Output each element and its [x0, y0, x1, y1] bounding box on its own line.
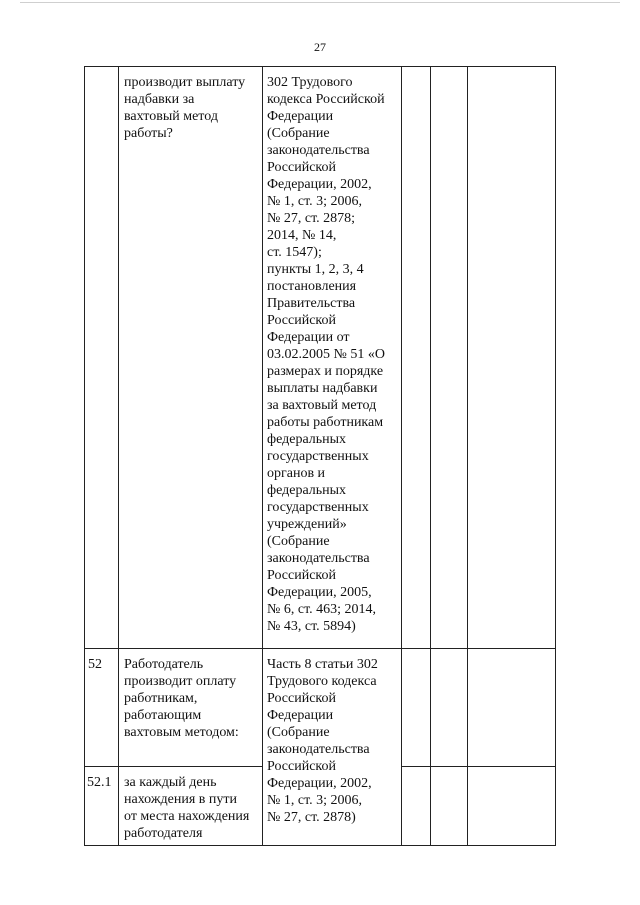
table-border-left — [84, 66, 85, 846]
legal-reference: 302 Трудового кодекса Российской Федерации (Собрание законодательства Российской Федерации, 2002, № 1, ст. 3; 2006, № 27, ст. 2878; 2014, № 14, ст. 1547); пункты 1, 2, 3, 4 постановления Правительства Российской Федерации от 03.02.2005 № 51 «О размерах и порядке выплаты надбавки за вахтовый метод работы работникам федеральных государственных органов и федеральных государственных учреждений» (Собрание законодательства Российской Федерации, 2005, № 6, ст. 463; 2014, № 43, ст. 5894) — [267, 75, 385, 634]
column-divider — [401, 66, 402, 846]
row-divider — [84, 766, 262, 767]
column-divider — [262, 66, 263, 846]
table-border-bottom — [84, 845, 556, 846]
page-number: 27 — [314, 40, 326, 54]
table-border-top — [84, 66, 556, 67]
row-number: 52.1 — [87, 775, 112, 790]
column-divider — [430, 66, 431, 846]
legal-reference: Часть 8 статьи 302 Трудового кодекса Российской Федерации (Собрание законодательства Российской Федерации, 2002, № 1, ст. 3; 2006, № 27, ст. 2878) — [267, 657, 378, 825]
column-divider — [118, 66, 119, 846]
requirement-question: Работодатель производит оплату работникам, работающим вахтовым методом: — [124, 657, 239, 740]
column-divider — [467, 66, 468, 846]
requirement-question: за каждый день нахождения в пути от места нахождения работодателя — [124, 775, 250, 841]
row-divider — [401, 766, 556, 767]
row-divider — [84, 648, 556, 649]
row-number: 52 — [88, 657, 102, 672]
requirement-question: производит выплату надбавки за вахтовый метод работы? — [124, 75, 246, 141]
table-border-right — [555, 66, 556, 846]
